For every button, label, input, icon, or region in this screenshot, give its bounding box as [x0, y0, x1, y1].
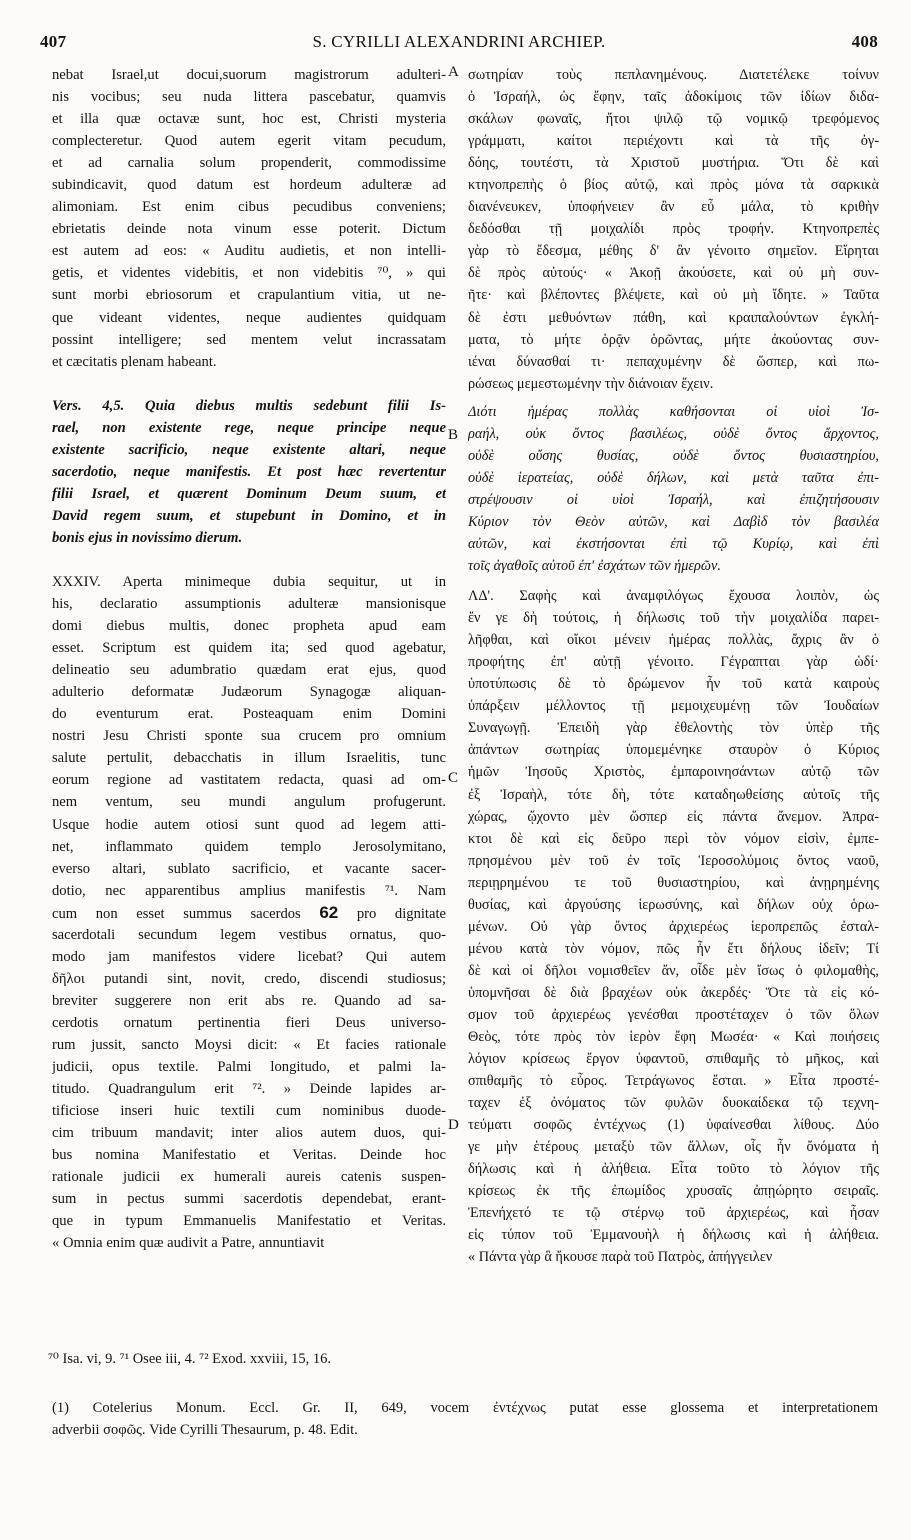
text-line: est autem ad eos: « Auditu audietis, et non intelli-	[52, 243, 446, 260]
text-line: τεύματι σοφῶς ἐντέχνως (1) ὑφαίνεσθαι λίθους. Δύο	[468, 1117, 879, 1134]
text-line: et cæcitatis plenam habeant.	[52, 353, 217, 370]
text-line: rationale judicii ex humerali aureis catenis suspen-	[52, 1169, 446, 1186]
text-line: titudo. Quadrangulum erit ⁷². » Deinde lapides ar-	[52, 1081, 446, 1098]
text-line: net, inflammato quidem templo Jerosolymitano,	[52, 838, 446, 855]
text-line: πρησμένου μὲν τοῦ ἐν τοῖς Ἱεροσολύμοις ὄντος ναοῦ,	[468, 852, 879, 869]
text-line: σωτηρίαν τοὺς πεπλανημένους. Διατετέλεκε τοίνυν	[468, 67, 879, 83]
text-line: eorum regione ad vastitatem redacta, quasi ad om-	[52, 772, 446, 789]
text-line: dotio, nec apparentibus amplius manifestis ⁷¹. Nam	[52, 882, 446, 899]
verse-line: οὐδὲ οὔσης θυσίας, οὐδὲ ὄντος θυσιαστηρίου,	[468, 447, 879, 464]
text-line: salute pertulit, debacchatis in illum Israelitis, tunc	[52, 750, 446, 767]
text-line: ἔν γε δὴ τούτοις, ἡ δήλωσις τοῦ τὴν μοιχαλίδα παρει-	[468, 610, 879, 627]
text-line: everso altari, sublato sacrificio, et vacante sacer-	[52, 860, 446, 877]
verse-line: οὐδὲ ἱερατείας, οὐδὲ δήλων, καὶ μετὰ ταῦτα ἐπι-	[468, 469, 879, 486]
text-line: δὲ ἐστι μεθυόντων πάθη, καὶ κραιπαλούντων ἐγκλή-	[468, 309, 879, 326]
text-line: Συναγωγῇ. Ἐπειδὴ γὰρ ἐθελοντὴς τὸν ὑπὲρ τῆς	[468, 720, 879, 737]
text-line: alimoniam. Est enim cibus pecudibus conveniens;	[52, 199, 446, 216]
text-line: μένου κατὰ τὸν νόμον, πῶς ἦν ἔτι δήλους ἰδεῖν; Τί	[468, 940, 879, 957]
text-line: γὰρ τὸ ἔδεσμα, μέθης δ' ἂν γένοιτο σημεῖον. Εἴρηται	[468, 243, 879, 260]
text-line: εἰς τύπον τοῦ Ἐμμανουὴλ ἡ δήλωσις καὶ ἡ ἀλήθεια.	[468, 1227, 879, 1244]
latin-paragraph-2	[52, 571, 446, 1254]
margin-letter-b: B	[448, 427, 459, 443]
verse-line: David regem suum, et stupebunt in Domino, et in	[52, 507, 446, 524]
text-line: κρίσεως ἐκ τῆς ἐπωμίδος χρυσαῖς ἀπῃώρητο σειραῖς.	[468, 1183, 879, 1200]
latin-paragraph-1	[52, 64, 446, 373]
text-line: Ἐπενήχετό τε τῷ στέρνῳ τοῦ ἀρχιερέως, καὶ ἦσαν	[468, 1205, 879, 1222]
text-line: χώρας, ᾤχοντο μὲν ὥσπερ εἰς πάντα ἄνεμον. Ἀπρα-	[468, 808, 879, 825]
text-line: possint intelligere; sed mentem velut incrassatam	[52, 331, 446, 348]
text-line: « Omnia enim quæ audivit a Patre, annuntiavit	[52, 1235, 325, 1252]
text-line: bus nomina Manifestatio et Veritas. Deinde hoc	[52, 1147, 446, 1164]
text-line: sum in pectus summi sacerdotis dependebat, erant-	[52, 1191, 446, 1208]
text-line: et ad carnalia solum propenderit, commodissime	[52, 155, 446, 172]
text-line: nem ventum, seu mundi angulum profugerunt.	[52, 794, 446, 811]
verse-line: Κύριον τὸν Θεὸν αὐτῶν, καὶ Δαβὶδ τὸν βασιλέα	[468, 513, 879, 530]
text-line: ῆτε· καὶ βλέποντες βλέψετε, καὶ οὐ μὴ ἴδητε. » Ταῦτα	[468, 287, 879, 304]
verse-line: Διότι ἡμέρας πολλὰς καθήσονται οἱ υἱοὶ Ἰσ-	[468, 403, 879, 420]
text-line: ἡμῶν Ἰησοῦς Χριστὸς, ἐμπαροινησάντων αὐτῷ τῶν	[468, 764, 879, 781]
text-line: complecteretur. Quod autem egerit vitam pecudum,	[52, 133, 446, 150]
text-line: κτοι δὲ καὶ εἰς δεῦρο περὶ τὸν νόμον εἰσὶν, ἐμπε-	[468, 830, 879, 847]
text-line: ταχεν ἐξ ὀνόματος τῶν φυλῶν δυοκαίδεκα τῷ τεχνη-	[468, 1095, 879, 1112]
verse-line: στρέψουσιν οἱ υἱοὶ Ἰσραήλ, καὶ ἐπιζητήσουσιν	[468, 491, 879, 508]
verse-line: rael, non existente rege, neque principe neque	[52, 419, 446, 436]
text-line: Θεὸς, τότε πρὸς τὸν ἱερὸν ἔφη Μωσέα· « Καὶ ποιήσεις	[468, 1029, 879, 1046]
text-line: ρώσεως μεμεστωμένην τὴν διάνοιαν ἔχειν.	[468, 375, 714, 392]
text-line: λόγιον κρίσεως ἔργον ὑφαντοῦ, σπιθαμῆς τὸ μῆκος, καὶ	[468, 1051, 879, 1068]
text-line: διανένευκεν, ὑποφήνειεν ἂν εὖ μάλα, τὸ κριθὴν	[468, 199, 879, 216]
text-line: σπιθαμῆς τὸ εὖρος. Τετράγωνος ἔσται. » Εἶτα προστέ-	[468, 1073, 879, 1090]
text-line: ΛΔ'. Σαφὴς καὶ ἀναμφιλόγως ἔχουσα λοιπὸν, ὡς	[468, 588, 879, 605]
verse-line: existente sacrificio, neque existente altari, neque	[52, 441, 446, 458]
note-line: (1) Cotelerius Monum. Eccl. Gr. II, 649, vocem ἐντέχνως putat esse glossema et interpretationem	[52, 1400, 878, 1416]
verse-line: ραήλ, οὐκ ὄντος βασιλέως, οὐδὲ ὄντος ἄρχοντος,	[468, 425, 879, 442]
text-line: cim tribuum mandavit; inter alios autem duos, qui-	[52, 1125, 446, 1142]
margin-letter-a: A	[448, 64, 459, 80]
latin-verse	[52, 395, 446, 549]
text-line: σκάλων φωναῖς, ἤτοι ψιλῷ τῷ νομικῷ τρεφόμενος	[468, 111, 879, 128]
page-number-left: 407	[40, 32, 67, 51]
text-line: rum jussit, sancto Moysi dicit: « Et facies rationale	[52, 1036, 446, 1053]
text-line: his, declaratio assumptionis adulteræ mansionisque	[52, 596, 446, 613]
text-line: μένων. Οὐ γὰρ ὄντος ἀρχιερέως ἱεροπρεπῶς ἐσταλ-	[468, 918, 879, 935]
text-line: XXXIV. Aperta minimeque dubia sequitur, ut in	[52, 573, 446, 590]
text-line: breviter suggerere non erit abs re. Quando ad sa-	[52, 992, 446, 1009]
text-line: nostri Jesu Christi sponte sua crucem pro omnium	[52, 728, 446, 745]
text-line: sunt morbi ebriosorum et crapulantium vitia, ut ne-	[52, 287, 446, 304]
text-line: cerdotis ornatum pertinentia fieri Deus universo-	[52, 1014, 446, 1031]
text-line: ιέναι δύνασθαί τι· πεπαχυμένην δὲ ὥσπερ, καὶ πω-	[468, 353, 879, 370]
verse-line: filii Israel, et quærent Dominum Deum suum, et	[52, 485, 446, 502]
greek-paragraph-2	[468, 585, 879, 1268]
text-line: Usque hodie autem otiosi sunt quod ad legem atti-	[52, 816, 446, 833]
verse-line: bonis ejus in novissimo dierum.	[52, 529, 243, 546]
greek-paragraph-1	[468, 64, 879, 395]
text-line: σμον τοῦ ἀρχιερέως γενέσθαι προστέταχεν ὁ τῶν ὅλων	[468, 1006, 879, 1023]
footnotes: ⁷⁰ Isa. vi, 9. ⁷¹ Osee iii, 4. ⁷² Exod. xxviii, 15, 16.	[48, 1351, 331, 1367]
text-line: nebat Israel,ut docui,suorum magistrorum adulteri-	[52, 67, 446, 83]
greek-column	[468, 64, 879, 1269]
text-line: sacerdotali secundum legem vestibus ornatus, quo-	[52, 926, 446, 943]
text-line: δόης, τουτέστι, τὰ Χριστοῦ μυστήρια. Ὅτι δὲ καὶ	[468, 155, 879, 172]
text-line: ὑποτύπωσις δὲ τὸ δρώμενον ἦν τοῦ κατὰ καιροὺς	[468, 676, 879, 693]
text-line: que in typum Emmanuelis Manifestatio et Veritas.	[52, 1213, 446, 1230]
latin-column	[52, 64, 446, 1254]
text-line: domi diebus multis, donec propheta apud eam	[52, 618, 446, 635]
running-head	[40, 32, 878, 56]
text-line: adulterio deformatæ Judæorum Synagogæ aliquan-	[52, 684, 446, 701]
text-line: judicii, opus textile. Palmi longitudo, et palmi la-	[52, 1059, 446, 1076]
text-line: delineatio seu adumbratio quædam erat ejus, quod	[52, 662, 446, 679]
editor-note	[52, 1398, 878, 1442]
text-line: que videant videntes, neque audientes quidquam	[52, 309, 446, 326]
text-line: ἁπάντων σωτηρίας ὑπομεμένηκε σταυρὸν ὁ Κύριος	[468, 742, 879, 759]
line-tail: pro dignitate	[338, 905, 446, 922]
text-line: getis, et videntes videbitis, et non videbitis ⁷⁰, » qui	[52, 265, 446, 282]
text-line: subindicavit, quod datum est hordeum adulteræ ad	[52, 177, 446, 194]
text-line: δὲ καὶ οἱ δῆλοι νομισθεῖεν ἄν, οἶδε μὲν ἴσως ὁ φιλομαθὴς,	[468, 962, 879, 979]
text-line: θυσίας, καὶ ἀργούσης ἱερωσύνης, καὶ δήλων οὐχ ὁρω-	[468, 896, 879, 913]
text-line: nis vocibus; seu nuda littera pascebatur, quamvis	[52, 89, 446, 106]
note-line: adverbii σοφῶς. Vide Cyrilli Thesaurum, p. 48. Edit.	[52, 1422, 358, 1439]
text-line: προφήτης ἐπ' αὐτῇ γένοιτο. Γέγραπται γὰρ ὡδί·	[468, 654, 879, 671]
column-number: 62	[319, 902, 339, 922]
verse-line: sacerdotio, neque manifestis. Et post hæc revertentur	[52, 463, 446, 480]
text-line: γε μὴν ἑτέρους μεταξὺ τῶν ἄλλων, οἷς ἦν ὄνόματα ἡ	[468, 1139, 879, 1156]
text-line: esset. Scriptum est quidem ita; sed quod agebatur,	[52, 640, 446, 657]
text-line: δῆλοι putandi sint, novit, credo, discendi studiosus;	[52, 970, 446, 987]
verse-line: αὐτῶν, καὶ ἐκστήσονται ἐπὶ τῷ Κυρίῳ, καὶ ἐπὶ	[468, 535, 879, 552]
greek-verse	[468, 401, 879, 577]
text-line: ebrietatis deinde nota vinum esse poterit. Dictum	[52, 221, 446, 238]
text-line: et illa quæ octavæ sunt, hoc est, Christi mysteria	[52, 111, 446, 128]
text-line: ὁ Ἰσραήλ, ὡς ἔφην, ταῖς ἀδοκίμοις τῶν ἰδίων διδα-	[468, 89, 879, 106]
text-line: ὑπομνῆσαι δὲ διὰ βραχέων οὐκ ἀκερδές· Ὅτε τὰ εἰς κό-	[468, 984, 879, 1001]
text-line: δεδόσθαι τῇ μοιχαλίδι πρὸς τροφήν. Κτηνοπρεπὲς	[468, 221, 879, 238]
text-line: modo jam manifestos videre licebat? Qui autem	[52, 948, 446, 965]
text-line: do eventurum erat. Posteaquam enim Domini	[52, 706, 446, 723]
text-line: cum non esset summus sacerdos 62 pro dignitate	[52, 902, 446, 922]
page-number-right: 408	[851, 32, 878, 51]
running-title: S. CYRILLI ALEXANDRINI ARCHIEP.	[312, 32, 606, 51]
text-line: ματα, τὸ μήτε ὁρᾷν ὁρῶντας, μήτε ἀκούοντας συν-	[468, 331, 879, 348]
text-line: ὑπάρξειν μέλλοντος τῇ μεμοιχευμένῃ τῶν Ἰουδαίων	[468, 698, 879, 715]
margin-letter-c: C	[448, 770, 459, 786]
verse-line: Vers. 4,5. Quia diebus multis sedebunt filii Is-	[52, 397, 446, 414]
text-line: περιῃρημένου τε τοῦ θυσιαστηρίου, καὶ ἀνῃρημένης	[468, 874, 879, 891]
verse-line: τοῖς ἀγαθοῖς αὐτοῦ ἐπ' ἐσχάτων τῶν ἡμερῶν.	[468, 558, 721, 575]
text-line: κτηνοπρεπὴς ὁ βίος αὐτῷ, καὶ πρὸς μόνα τὰ σαρκικὰ	[468, 177, 879, 194]
text-line: δήλωσις καὶ ἡ ἀλήθεια. Εἶτα τοῦτο τὸ λόγιον τῆς	[468, 1161, 879, 1178]
text-line: δὲ πρὸς αὐτούς· « Ἀκοῇ ἀκούσετε, καὶ οὐ μὴ συν-	[468, 265, 879, 282]
text-line: « Πάντα γὰρ ἃ ἤκουσε παρὰ τοῦ Πατρὸς, ἀπήγγειλεν	[468, 1249, 773, 1266]
margin-letter-d: D	[448, 1117, 459, 1133]
text-line: ἐξ Ἰσραὴλ, τότε δὴ, τότε καταδηωθείσης αὐτοῖς τῆς	[468, 786, 879, 803]
text-line: λῆφθαι, καὶ οἴκοι μένειν ἡμέρας πολλὰς, ἄχρις ἂν ὁ	[468, 632, 879, 649]
text-line: tificiose inseri huic textili cum nominibus duode-	[52, 1103, 446, 1120]
text-line: γράμματι, καίτοι περιέχοντι καὶ τὰ τῆς ὀγ-	[468, 133, 879, 150]
